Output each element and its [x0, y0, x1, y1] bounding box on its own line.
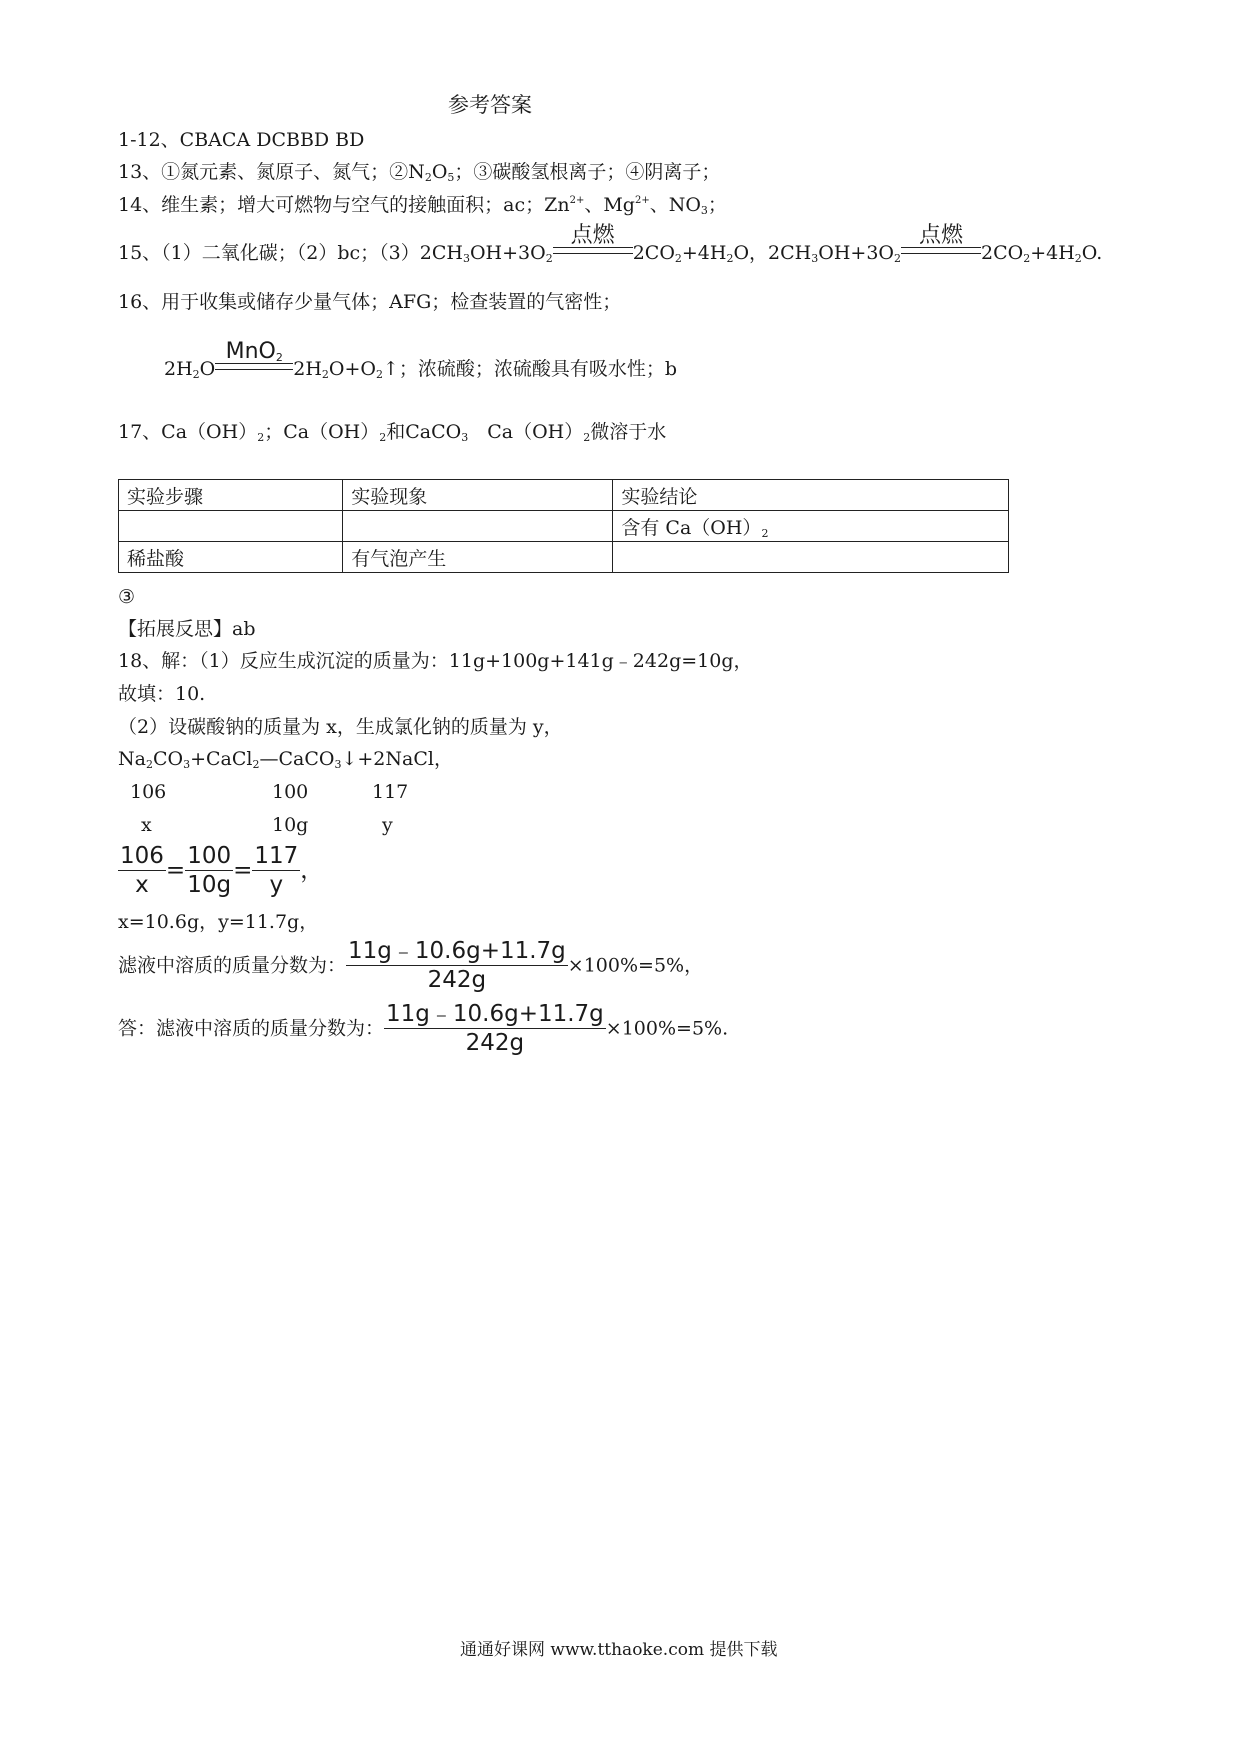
molar-mass: 106: [130, 781, 167, 803]
mass-fraction-line: 滤液中溶质的质量分数为： $\frac{11g﹣10.6g+11.7g}{242g}$ ×100%=5%，: [118, 938, 704, 993]
unknown-value: x: [141, 814, 152, 836]
unknown-value: y: [382, 814, 393, 836]
answer-16-line1: 16、用于收集或储存少量气体；AFG；检查装置的气密性；: [118, 291, 622, 313]
answer-18-line1: 18、解：（1）反应生成沉淀的质量为：11g+100g+141g﹣242g=10g，: [118, 650, 753, 672]
answer-14: 14、维生素；增大可燃物与空气的接触面积；ac；$Zn^{2+}$、$Mg^{2+}$、$NO_3$；: [118, 194, 727, 217]
answer-13: 13、①氮元素、氮原子、氮气；$②N_2O_5$；③碳酸氢根离子；④阴离子；: [118, 161, 721, 184]
page-title: 参考答案: [448, 93, 532, 117]
proportion-equation: $\frac{106}{x}$ = $\frac{100}{10g}$ = $\frac{117}{y}$ ，: [120, 843, 324, 898]
answer-16-equation: $2H_2O$ MnO$_2$ $2H_2O+O_2↑$；浓硫酸；浓硫酸具有吸水性；b: [164, 339, 678, 381]
table-header: 实验现象: [343, 480, 613, 511]
table-header: 实验步骤: [119, 480, 343, 511]
table-cell: 稀盐酸: [119, 542, 343, 573]
answer-18-line2: 故填：10.: [118, 683, 206, 705]
extended-reflection: 【拓展反思】ab: [118, 618, 256, 640]
experiment-table: [118, 479, 1009, 573]
table-row: [119, 542, 1009, 573]
ratio-fraction: $\frac{100}{10g}$: [187, 843, 232, 898]
answer-17: 17、$Ca(OH)_2$；$Ca(OH)_2$和CaCO$_3$ $Ca(OH)_2$微溶于水: [118, 421, 667, 444]
ratio-fraction: $\frac{117}{y}$: [254, 843, 299, 898]
molar-mass: 117: [372, 781, 409, 803]
table-row: [119, 511, 1009, 542]
page-footer: 通通好课网 www.tthaoke.com 提供下载: [460, 1640, 778, 1660]
table-cell: 含有 $Ca(OH)_2$: [613, 511, 1009, 542]
reaction-condition-ignite: 点燃: [901, 244, 981, 263]
table-cell: [119, 511, 343, 542]
final-answer-line: 答：滤液中溶质的质量分数为： $\frac{11g﹣10.6g+11.7g}{242g}$ ×100%=5%.: [118, 1001, 729, 1056]
mass-fraction: $\frac{11g﹣10.6g+11.7g}{242g}$: [386, 1001, 604, 1056]
reaction-equation: $Na_2CO_3+CaCl_2—CaCO_3↓+2NaCl$，: [118, 748, 453, 771]
reaction-condition-catalyst: MnO$_2$: [215, 360, 293, 379]
answer-15: 15、（1）二氧化碳；（2）bc；$(3)2CH_3OH+3O_2$ 点燃 $2CO_2+4H_2O$，$2CH_3OH+3O_2$ 点燃 $2CO_2+4H_2O$.: [118, 223, 1103, 265]
table-cell: [343, 511, 613, 542]
reaction-condition-ignite: 点燃: [553, 244, 633, 263]
circle-3-mark: ③: [118, 586, 136, 608]
table-header: 实验结论: [613, 480, 1009, 511]
mass-fraction: $\frac{11g﹣10.6g+11.7g}{242g}$: [348, 938, 566, 993]
table-cell: [613, 542, 1009, 573]
ratio-fraction: $\frac{106}{x}$: [120, 843, 164, 898]
solution-result: x=10.6g，y=11.7g，: [118, 911, 319, 933]
unknown-value: 10g: [272, 814, 309, 836]
answer-1-12: 1-12、CBACA DCBBD BD: [118, 129, 365, 151]
molar-mass: 100: [272, 781, 309, 803]
table-header-row: [119, 480, 1009, 511]
answer-18-line3: （2）设碳酸钠的质量为 x，生成氯化钠的质量为 y，: [118, 716, 563, 738]
table-cell: 有气泡产生: [343, 542, 613, 573]
